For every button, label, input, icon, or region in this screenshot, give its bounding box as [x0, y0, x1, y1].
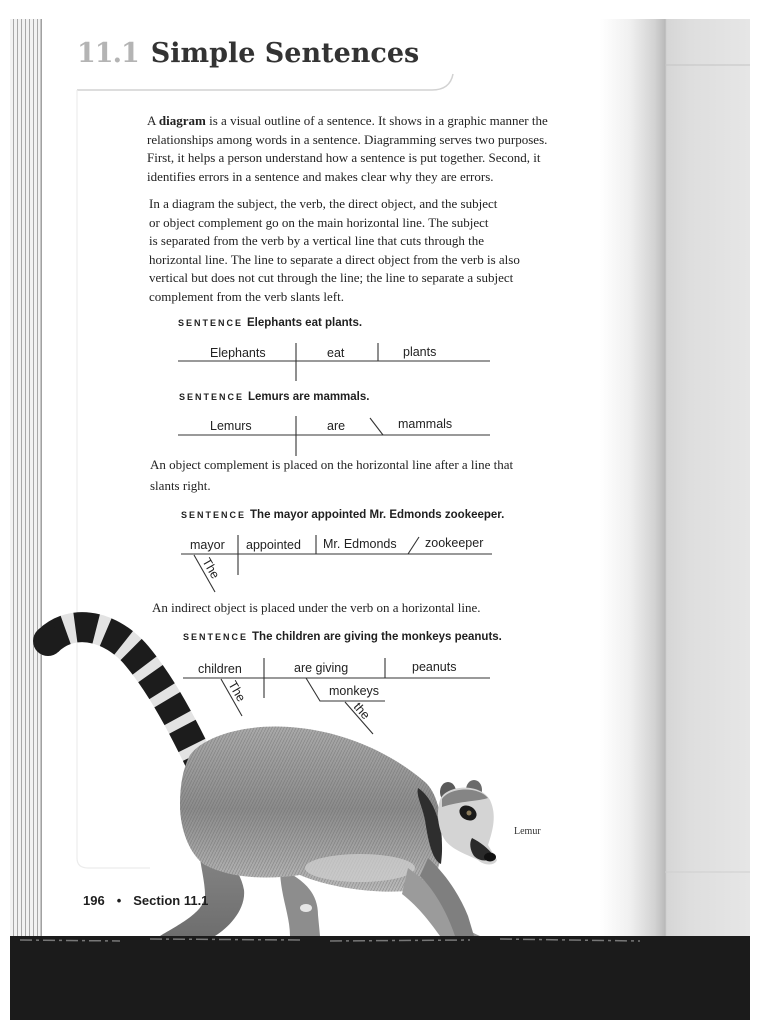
diagram-verb: eat — [327, 346, 345, 360]
intro-line-end: is a visual outline of a sentence. It shows in a graphic manner the — [205, 113, 548, 128]
diagram-verb: are — [327, 419, 346, 433]
indirect-object-line: An indirect object is placed under the verb on a horizontal line. — [152, 600, 481, 615]
diagram-verb: are giving — [294, 661, 349, 675]
diagram-modifier: The — [199, 555, 223, 582]
diagram-children-are-giving — [183, 658, 490, 734]
sentence-text: The children are giving the monkeys peanuts. — [252, 631, 502, 643]
diagram-lemurs-are-mammals — [178, 416, 490, 456]
complement-divider — [370, 418, 383, 435]
diagram-subject: Lemurs — [210, 419, 252, 433]
intro-line-start: A — [147, 113, 159, 128]
sentence-label: SENTENCE — [183, 632, 249, 642]
sentence-text: Lemurs are mammals. — [248, 391, 370, 403]
diagram-modifier: the — [350, 699, 373, 723]
rules-line: or object complement go on the main horizontal line. The subject — [149, 214, 489, 230]
diagram-object-complement: zookeeper — [425, 536, 484, 550]
rules-line: is separated from the verb by a vertical line that cuts through the — [149, 233, 484, 249]
diagram-object: Mr. Edmonds — [323, 537, 397, 551]
rules-line: In a diagram the subject, the verb, the direct object, and the subject — [149, 196, 498, 211]
footer-section: Section 11.1 — [133, 893, 209, 908]
object-complement-line: slants right. — [150, 477, 211, 493]
sentence-label: SENTENCE — [178, 318, 244, 328]
scan-edge-texture — [20, 939, 640, 941]
footer-separator: • — [116, 893, 122, 908]
lemur-nose — [484, 853, 496, 862]
sentence-text: Elephants eat plants. — [247, 317, 363, 329]
rules-line: complement from the verb slants left. — [149, 288, 344, 304]
diagram-elephants-eat-plants — [178, 343, 490, 381]
photo-caption: Lemur — [514, 826, 541, 837]
section-title: Simple Sentences — [150, 38, 420, 69]
diagram-object: plants — [403, 345, 437, 359]
lemur-tail-tip — [33, 626, 63, 656]
intro-line: identifies errors in a sentence and makes clear why they are errors. — [147, 168, 494, 184]
sentence-label: SENTENCE — [179, 392, 245, 402]
intro-line: relationships among words in a sentence. Diagramming serves two purposes. — [147, 131, 548, 147]
diagram-mayor-appointed — [181, 535, 492, 592]
diagram-verb: appointed — [246, 538, 301, 552]
section-number: 11.1 — [77, 38, 139, 69]
object-complement-line: An object complement is placed on the horizontal line after a line that — [150, 457, 514, 472]
diagram-indirect-object: monkeys — [329, 684, 380, 698]
diagram-modifier: The — [225, 678, 249, 705]
diagram-complement: mammals — [398, 417, 453, 431]
sentence-label: SENTENCE — [181, 510, 247, 520]
sentence-text: The mayor appointed Mr. Edmonds zookeeper. — [250, 509, 505, 521]
content-frame — [77, 90, 150, 868]
object-complement-divider — [408, 537, 419, 554]
page-footer — [83, 893, 208, 908]
title-frame — [77, 74, 453, 90]
intro-term: diagram — [158, 113, 206, 128]
lemur-paw — [300, 904, 312, 912]
diagram-subject: children — [198, 662, 242, 676]
page-number: 196 — [83, 893, 105, 908]
lemur-belly — [305, 854, 415, 882]
lemur-eye — [467, 811, 472, 816]
diagram-object: peanuts — [412, 660, 457, 674]
diagram-subject: Elephants — [210, 346, 266, 360]
rules-line: horizontal line. The line to separate a direct object from the verb is also — [149, 251, 520, 267]
rules-line: vertical but does not cut through the line; the line to separate a subject — [149, 270, 514, 286]
diagram-subject: mayor — [190, 538, 225, 552]
intro-line: First, it helps a person understand how a sentence is put together. Second, it — [147, 150, 541, 166]
